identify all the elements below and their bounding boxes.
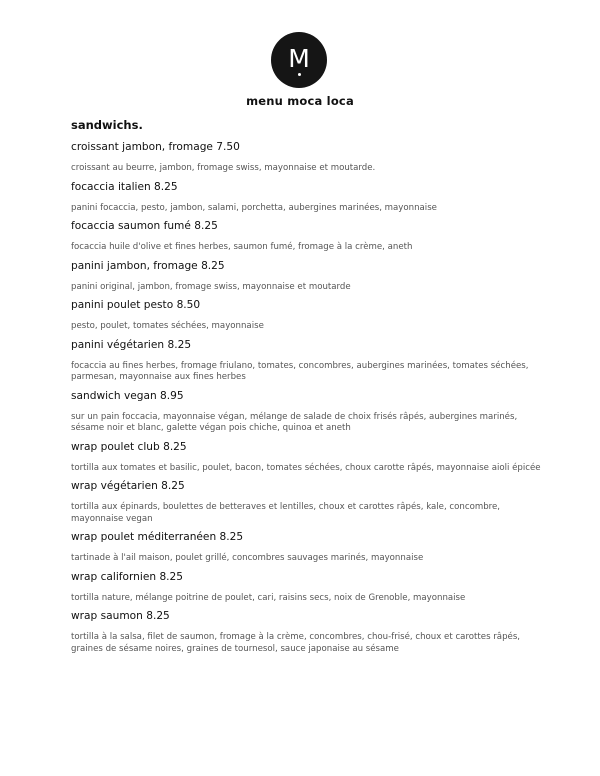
item-name: panini jambon, fromage 8.25 bbox=[71, 259, 225, 272]
menu-item bbox=[71, 299, 541, 333]
item-name: wrap saumon 8.25 bbox=[71, 610, 170, 622]
menu-item bbox=[71, 571, 541, 605]
brand-name: menu moca loca bbox=[246, 94, 354, 108]
item-name: sandwich vegan 8.95 bbox=[71, 389, 184, 402]
item-description: croissant au beurre, jambon, fromage swiss, mayonnaise et moutarde. bbox=[71, 163, 376, 173]
menu-item bbox=[71, 339, 541, 384]
item-description: tortilla nature, mélange poitrine de poulet, cari, raisins secs, noix de Grenoble, mayonnaise bbox=[71, 592, 466, 603]
item-description: tortilla aux tomates et basilic, poulet, bacon, tomates séchées, choux carotte râpés, mayonnaise aioli épicée bbox=[71, 462, 541, 473]
menu-item bbox=[71, 441, 541, 475]
item-name: croissant jambon, fromage 7.50 bbox=[71, 141, 240, 153]
menu-item bbox=[71, 610, 541, 655]
logo-letter: M bbox=[288, 43, 310, 73]
menu-content bbox=[71, 118, 541, 661]
item-description: focaccia au fines herbes, fromage friulano, tomates, concombres, aubergines marinées, tomates séchées, parmesan, mayonnaise aux fines herbes bbox=[71, 360, 529, 382]
item-name: wrap californien 8.25 bbox=[71, 570, 184, 583]
item-description: panini focaccia, pesto, jambon, salami, porchetta, aubergines marinées, mayonnaise bbox=[71, 202, 437, 213]
item-name: wrap végétarien 8.25 bbox=[71, 480, 185, 492]
item-description: tartinade à l'ail maison, poulet grillé, concombres sauvages marinés, mayonnaise bbox=[71, 553, 424, 563]
item-description: pesto, poulet, tomates séchées, mayonnaise bbox=[71, 321, 264, 331]
menu-item bbox=[71, 531, 541, 565]
item-description: tortilla à la salsa, filet de saumon, fromage à la crème, concombres, chou-frisé, choux et carottes râpés, graines de sésame noires, graines de tournesol, sauce japonaise au sésame bbox=[71, 632, 521, 654]
item-name: wrap poulet club 8.25 bbox=[71, 440, 187, 453]
logo-dot bbox=[298, 73, 301, 76]
menu-item bbox=[71, 181, 541, 215]
item-name: focaccia italien 8.25 bbox=[71, 180, 178, 193]
menu-item bbox=[71, 480, 541, 525]
item-name: panini végétarien 8.25 bbox=[71, 338, 192, 351]
menu-item bbox=[71, 260, 541, 294]
item-description: sur un pain foccacia, mayonnaise végan, mélange de salade de choix frisés râpés, aubergines marinés, sésame noir et blanc, galette végan pois chiche, quinoa et aneth bbox=[71, 411, 518, 433]
section-title: sandwichs. bbox=[71, 118, 143, 132]
item-description: tortilla aux épinards, boulettes de betteraves et lentilles, choux et carottes râpés, kale, concombre, mayonnaise vegan bbox=[71, 502, 501, 524]
item-description: panini original, jambon, fromage swiss, mayonnaise et moutarde bbox=[71, 281, 351, 292]
menu-item bbox=[71, 220, 541, 254]
menu-item bbox=[71, 390, 541, 435]
menu-header bbox=[0, 0, 600, 110]
item-name: panini poulet pesto 8.50 bbox=[71, 299, 201, 311]
menu-item bbox=[71, 141, 541, 175]
item-description: focaccia huile d'olive et fines herbes, saumon fumé, fromage à la crème, aneth bbox=[71, 242, 413, 252]
item-name: wrap poulet méditerranéen 8.25 bbox=[71, 531, 244, 543]
brand-logo bbox=[271, 32, 327, 88]
item-name: focaccia saumon fumé 8.25 bbox=[71, 220, 218, 232]
